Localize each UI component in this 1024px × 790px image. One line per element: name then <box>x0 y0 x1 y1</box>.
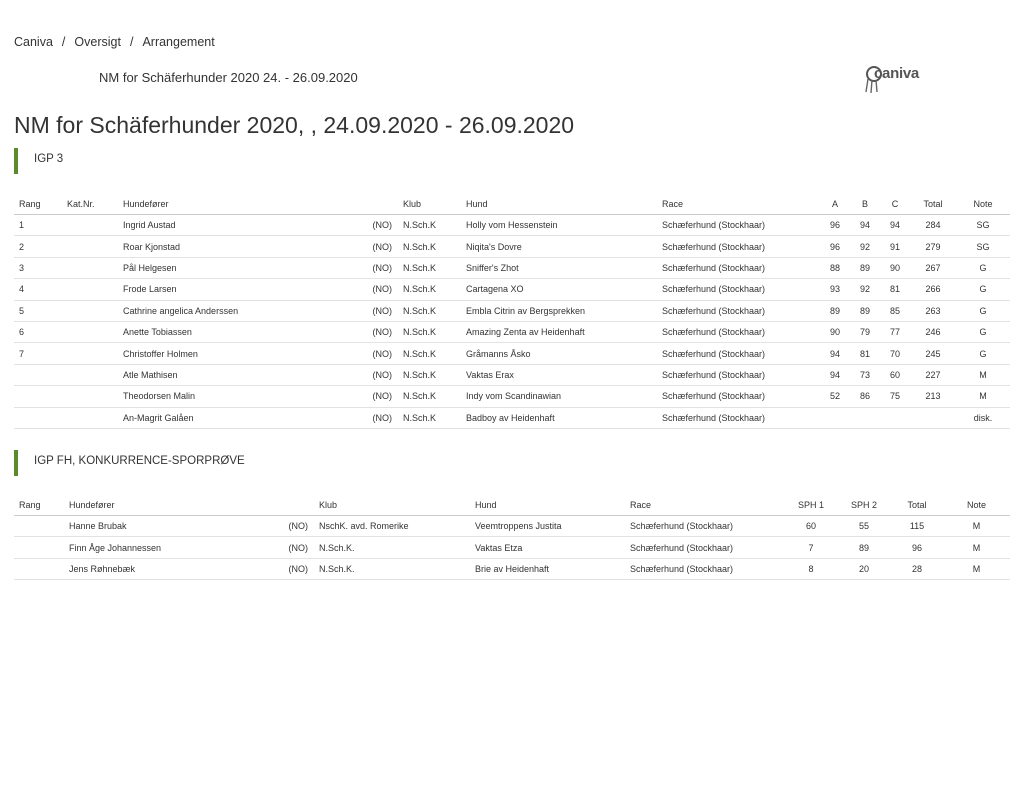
cell-b: 92 <box>850 236 880 257</box>
cell-klub: N.Sch.K. <box>314 558 470 579</box>
cell-klub: N.Sch.K <box>398 407 461 428</box>
breadcrumb-arrangement[interactable]: Arrangement <box>142 35 215 49</box>
table-row <box>14 236 1010 257</box>
col-klub: Klub <box>398 193 461 215</box>
cell-hundefoerer: An-Magrit Galåen <box>118 407 358 428</box>
cell-race: Schæferhund (Stockhaar) <box>657 279 820 300</box>
cell-c: 91 <box>880 236 910 257</box>
cell-note: M <box>943 558 1010 579</box>
cell-hund: Veemtroppens Justita <box>470 516 625 537</box>
col-hund: Hund <box>470 494 625 516</box>
cell-a <box>820 407 850 428</box>
cell-country: (NO) <box>358 236 398 257</box>
table-header-row <box>14 494 1010 516</box>
cell-klub: N.Sch.K <box>398 386 461 407</box>
cell-hund: Indy vom Scandinawian <box>461 386 657 407</box>
cell-hund: Amazing Zenta av Heidenhaft <box>461 321 657 342</box>
breadcrumb <box>14 35 215 49</box>
cell-b <box>850 407 880 428</box>
cell-sph2: 20 <box>837 558 891 579</box>
cell-country: (NO) <box>358 215 398 236</box>
cell-hund: Badboy av Heidenhaft <box>461 407 657 428</box>
cell-race: Schæferhund (Stockhaar) <box>625 558 785 579</box>
cell-hund: Gråmanns Åsko <box>461 343 657 364</box>
cell-total: 284 <box>910 215 956 236</box>
cell-katnr <box>62 407 118 428</box>
cell-hund: Vaktas Etza <box>470 537 625 558</box>
col-c: C <box>880 193 910 215</box>
cell-race: Schæferhund (Stockhaar) <box>657 300 820 321</box>
cell-country: (NO) <box>358 300 398 321</box>
section-title-igpfh: IGP FH, KONKURRENCE-SPORPRØVE <box>14 450 245 476</box>
cell-hundefoerer: Frode Larsen <box>118 279 358 300</box>
cell-total: 115 <box>891 516 943 537</box>
cell-rang: 5 <box>14 300 62 321</box>
cell-race: Schæferhund (Stockhaar) <box>657 343 820 364</box>
logo-text: caniva <box>874 65 919 82</box>
cell-katnr <box>62 321 118 342</box>
cell-hundefoerer: Cathrine angelica Anderssen <box>118 300 358 321</box>
col-country <box>278 494 314 516</box>
cell-note: G <box>956 321 1010 342</box>
cell-klub: N.Sch.K <box>398 236 461 257</box>
col-sph1: SPH 1 <box>785 494 837 516</box>
cell-note: G <box>956 300 1010 321</box>
cell-total: 279 <box>910 236 956 257</box>
table-row <box>14 300 1010 321</box>
cell-country: (NO) <box>278 537 314 558</box>
cell-klub: N.Sch.K. <box>314 537 470 558</box>
col-total: Total <box>891 494 943 516</box>
table-row <box>14 558 1010 579</box>
cell-klub: N.Sch.K <box>398 321 461 342</box>
col-race: Race <box>657 193 820 215</box>
cell-total: 266 <box>910 279 956 300</box>
col-sph2: SPH 2 <box>837 494 891 516</box>
col-hundefoerer: Hundefører <box>64 494 278 516</box>
cell-hundefoerer: Jens Røhnebæk <box>64 558 278 579</box>
cell-country: (NO) <box>358 407 398 428</box>
cell-hund: Vaktas Erax <box>461 364 657 385</box>
cell-klub: N.Sch.K <box>398 257 461 278</box>
cell-race: Schæferhund (Stockhaar) <box>657 257 820 278</box>
cell-c: 60 <box>880 364 910 385</box>
cell-rang: 2 <box>14 236 62 257</box>
cell-klub: N.Sch.K <box>398 364 461 385</box>
cell-katnr <box>62 257 118 278</box>
cell-sph1: 7 <box>785 537 837 558</box>
cell-total: 227 <box>910 364 956 385</box>
cell-a: 93 <box>820 279 850 300</box>
cell-hund: Niqita's Dovre <box>461 236 657 257</box>
cell-hundefoerer: Pål Helgesen <box>118 257 358 278</box>
cell-b: 86 <box>850 386 880 407</box>
results-table-igpfh <box>14 494 1010 580</box>
cell-katnr <box>62 236 118 257</box>
cell-katnr <box>62 215 118 236</box>
cell-sph2: 89 <box>837 537 891 558</box>
cell-hundefoerer: Anette Tobiassen <box>118 321 358 342</box>
cell-race: Schæferhund (Stockhaar) <box>625 516 785 537</box>
cell-race: Schæferhund (Stockhaar) <box>657 236 820 257</box>
cell-c: 81 <box>880 279 910 300</box>
cell-total: 267 <box>910 257 956 278</box>
cell-rang <box>14 364 62 385</box>
cell-note: SG <box>956 236 1010 257</box>
cell-b: 81 <box>850 343 880 364</box>
cell-klub: N.Sch.K <box>398 215 461 236</box>
cell-total: 96 <box>891 537 943 558</box>
cell-b: 92 <box>850 279 880 300</box>
cell-katnr <box>62 343 118 364</box>
cell-c: 75 <box>880 386 910 407</box>
header-title: NM for Schäferhunder 2020 24. - 26.09.2020 <box>99 70 358 85</box>
cell-country: (NO) <box>278 516 314 537</box>
col-rang: Rang <box>14 494 64 516</box>
cell-a: 90 <box>820 321 850 342</box>
cell-note: M <box>943 516 1010 537</box>
col-total: Total <box>910 193 956 215</box>
cell-rang <box>14 537 64 558</box>
cell-c: 94 <box>880 215 910 236</box>
col-race: Race <box>625 494 785 516</box>
cell-rang: 6 <box>14 321 62 342</box>
cell-hundefoerer: Hanne Brubak <box>64 516 278 537</box>
cell-hundefoerer: Finn Åge Johannessen <box>64 537 278 558</box>
col-a: A <box>820 193 850 215</box>
table-header-row <box>14 193 1010 215</box>
cell-country: (NO) <box>358 321 398 342</box>
cell-hund: Brie av Heidenhaft <box>470 558 625 579</box>
cell-hund: Sniffer's Zhot <box>461 257 657 278</box>
section-title-igp3: IGP 3 <box>14 148 63 174</box>
cell-race: Schæferhund (Stockhaar) <box>657 364 820 385</box>
cell-country: (NO) <box>358 364 398 385</box>
cell-rang <box>14 386 62 407</box>
cell-note: G <box>956 343 1010 364</box>
cell-katnr <box>62 364 118 385</box>
col-country <box>358 193 398 215</box>
cell-b: 79 <box>850 321 880 342</box>
table-row <box>14 364 1010 385</box>
table-row <box>14 343 1010 364</box>
cell-country: (NO) <box>358 386 398 407</box>
cell-total: 245 <box>910 343 956 364</box>
cell-country: (NO) <box>358 279 398 300</box>
col-b: B <box>850 193 880 215</box>
cell-rang <box>14 516 64 537</box>
cell-a: 88 <box>820 257 850 278</box>
col-hundefoerer: Hundefører <box>118 193 358 215</box>
col-note: Note <box>943 494 1010 516</box>
cell-total: 263 <box>910 300 956 321</box>
cell-b: 89 <box>850 257 880 278</box>
table-row <box>14 279 1010 300</box>
col-rang: Rang <box>14 193 62 215</box>
cell-hund: Embla Citrin av Bergsprekken <box>461 300 657 321</box>
cell-c: 77 <box>880 321 910 342</box>
cell-c <box>880 407 910 428</box>
cell-hundefoerer: Roar Kjonstad <box>118 236 358 257</box>
cell-klub: N.Sch.K <box>398 343 461 364</box>
cell-rang: 4 <box>14 279 62 300</box>
cell-klub: N.Sch.K <box>398 279 461 300</box>
cell-race: Schæferhund (Stockhaar) <box>657 407 820 428</box>
cell-sph1: 60 <box>785 516 837 537</box>
cell-note: G <box>956 279 1010 300</box>
cell-hundefoerer: Christoffer Holmen <box>118 343 358 364</box>
cell-race: Schæferhund (Stockhaar) <box>657 215 820 236</box>
page-title: NM for Schäferhunder 2020, , 24.09.2020 - 26.09.2020 <box>14 112 575 138</box>
breadcrumb-caniva[interactable]: Caniva <box>14 35 53 49</box>
table-row <box>14 407 1010 428</box>
cell-katnr <box>62 300 118 321</box>
cell-a: 94 <box>820 343 850 364</box>
breadcrumb-separator: / <box>129 35 134 49</box>
cell-race: Schæferhund (Stockhaar) <box>625 537 785 558</box>
cell-a: 94 <box>820 364 850 385</box>
caniva-logo <box>864 64 934 96</box>
cell-c: 85 <box>880 300 910 321</box>
cell-note: SG <box>956 215 1010 236</box>
cell-a: 89 <box>820 300 850 321</box>
results-table-igp3 <box>14 193 1010 429</box>
table-row <box>14 257 1010 278</box>
cell-c: 90 <box>880 257 910 278</box>
table-row <box>14 516 1010 537</box>
cell-a: 96 <box>820 215 850 236</box>
cell-note: G <box>956 257 1010 278</box>
cell-klub: N.Sch.K <box>398 300 461 321</box>
cell-hundefoerer: Theodorsen Malin <box>118 386 358 407</box>
cell-rang: 7 <box>14 343 62 364</box>
breadcrumb-separator: / <box>61 35 66 49</box>
cell-total: 213 <box>910 386 956 407</box>
cell-b: 89 <box>850 300 880 321</box>
cell-race: Schæferhund (Stockhaar) <box>657 386 820 407</box>
cell-katnr <box>62 279 118 300</box>
cell-hund: Cartagena XO <box>461 279 657 300</box>
cell-note: disk. <box>956 407 1010 428</box>
cell-rang <box>14 558 64 579</box>
cell-rang: 3 <box>14 257 62 278</box>
cell-c: 70 <box>880 343 910 364</box>
table-row <box>14 386 1010 407</box>
table-row <box>14 321 1010 342</box>
cell-sph2: 55 <box>837 516 891 537</box>
cell-katnr <box>62 386 118 407</box>
cell-a: 52 <box>820 386 850 407</box>
cell-hundefoerer: Ingrid Austad <box>118 215 358 236</box>
cell-klub: NschK. avd. Romerike <box>314 516 470 537</box>
cell-note: M <box>956 386 1010 407</box>
cell-country: (NO) <box>358 257 398 278</box>
cell-total <box>910 407 956 428</box>
cell-rang: 1 <box>14 215 62 236</box>
cell-total: 246 <box>910 321 956 342</box>
cell-b: 94 <box>850 215 880 236</box>
cell-sph1: 8 <box>785 558 837 579</box>
cell-rang <box>14 407 62 428</box>
col-note: Note <box>956 193 1010 215</box>
cell-country: (NO) <box>358 343 398 364</box>
cell-note: M <box>956 364 1010 385</box>
cell-country: (NO) <box>278 558 314 579</box>
col-katnr: Kat.Nr. <box>62 193 118 215</box>
col-hund: Hund <box>461 193 657 215</box>
breadcrumb-oversigt[interactable]: Oversigt <box>74 35 121 49</box>
table-row <box>14 537 1010 558</box>
col-klub: Klub <box>314 494 470 516</box>
cell-hundefoerer: Atle Mathisen <box>118 364 358 385</box>
cell-a: 96 <box>820 236 850 257</box>
table-row <box>14 215 1010 236</box>
cell-b: 73 <box>850 364 880 385</box>
cell-hund: Holly vom Hessenstein <box>461 215 657 236</box>
cell-total: 28 <box>891 558 943 579</box>
cell-race: Schæferhund (Stockhaar) <box>657 321 820 342</box>
cell-note: M <box>943 537 1010 558</box>
